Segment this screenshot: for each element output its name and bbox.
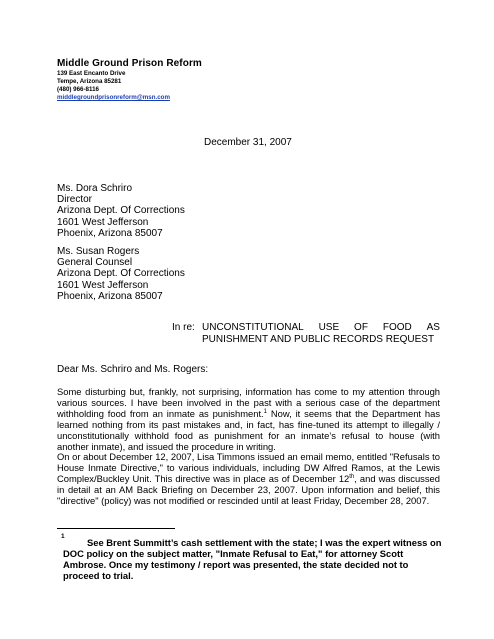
org-email-link[interactable]: middlegroundprisonreform@msn.com	[57, 94, 170, 101]
salutation: Dear Ms. Schriro and Ms. Rogers:	[57, 364, 209, 375]
footnote-number: 1	[61, 533, 65, 540]
recipient-org: Arizona Dept. Of Corrections	[57, 205, 185, 217]
paragraph-text: , and was discussed in detail at an AM Back Briefing on December 23, 2007. Upon information and belief, this "directive" (policy) was not modified or rescinded until at least Friday, December 28, 2007.	[57, 473, 440, 506]
footnote-text-block	[63, 537, 443, 581]
subject-line-1	[202, 322, 440, 334]
recipient-title: General Counsel	[57, 257, 133, 269]
letter-date: December 31, 2007	[204, 137, 292, 148]
footnote-reference: 1	[263, 408, 268, 415]
paragraph-text: On or about December 12, 2007, Lisa Timmons issued an email memo, entitled "Refusals to House Inmate Directive," to various individuals, including DW Alfred Ramos, at the Lewis Complex/Buckley Unit. This directive was in place as of December 12	[57, 451, 440, 484]
subject-word: USE	[318, 322, 340, 333]
subject-word: OF	[354, 322, 368, 333]
recipient-org: Arizona Dept. Of Corrections	[57, 268, 185, 280]
recipient-city: Phoenix, Arizona 85007	[57, 227, 163, 239]
org-street: 139 East Encanto Drive	[57, 70, 126, 77]
subject-word: UNCONSTITUTIONAL	[202, 322, 304, 333]
letterhead	[57, 58, 357, 102]
paragraph-text: Now, it seems that the Department has learned nothing from its past mistakes and, in fact, has fine-tuned its attempt to illegally / unconstitutionally withhold food as punishment for an inmate’s refusal to house (with another inmate), and issued the procedure in writing.	[57, 408, 441, 452]
recipient-city: Phoenix, Arizona 85007	[57, 290, 163, 302]
footnote-separator	[57, 528, 175, 529]
recipient-title: Director	[57, 194, 93, 206]
recipient-street: 1601 West Jefferson	[57, 216, 149, 228]
subject-word: AS	[426, 322, 440, 333]
subject-line-2: PUNISHMENT AND PUBLIC RECORDS REQUEST	[202, 334, 435, 345]
org-name: Middle Ground Prison Reform	[57, 58, 202, 69]
recipient-address-2	[57, 246, 185, 302]
paragraph-text: Some disturbing but, frankly, not surprising, information has come to my attention through various sources. I have been involved in the past with a serious case of the department withholding food from an inmate as punishment.	[57, 386, 440, 419]
recipient-name: Ms. Susan Rogers	[57, 246, 140, 257]
footnote-text: See Brent Summitt’s cash settlement with the state; I was the expert witness on DOC policy on the subject matter, "Inmate Refusal to Eat," for attorney Scott Ambrose. Once my testimony / report was presented, the state decided not to proceed to trial.	[63, 537, 442, 581]
recipient-address-1	[57, 183, 185, 239]
subject-word: FOOD	[382, 322, 412, 333]
subject-text	[202, 322, 440, 346]
subject-label: In re:	[172, 322, 195, 333]
org-phone: (480) 966-8116	[57, 86, 99, 93]
body-paragraph-1	[57, 386, 440, 452]
recipient-street: 1601 West Jefferson	[57, 279, 149, 291]
ordinal-suffix: th	[349, 473, 355, 480]
body-paragraph-2	[57, 451, 440, 506]
org-city: Tempe, Arizona 85281	[57, 78, 122, 85]
recipient-name: Ms. Dora Schriro	[57, 183, 133, 194]
